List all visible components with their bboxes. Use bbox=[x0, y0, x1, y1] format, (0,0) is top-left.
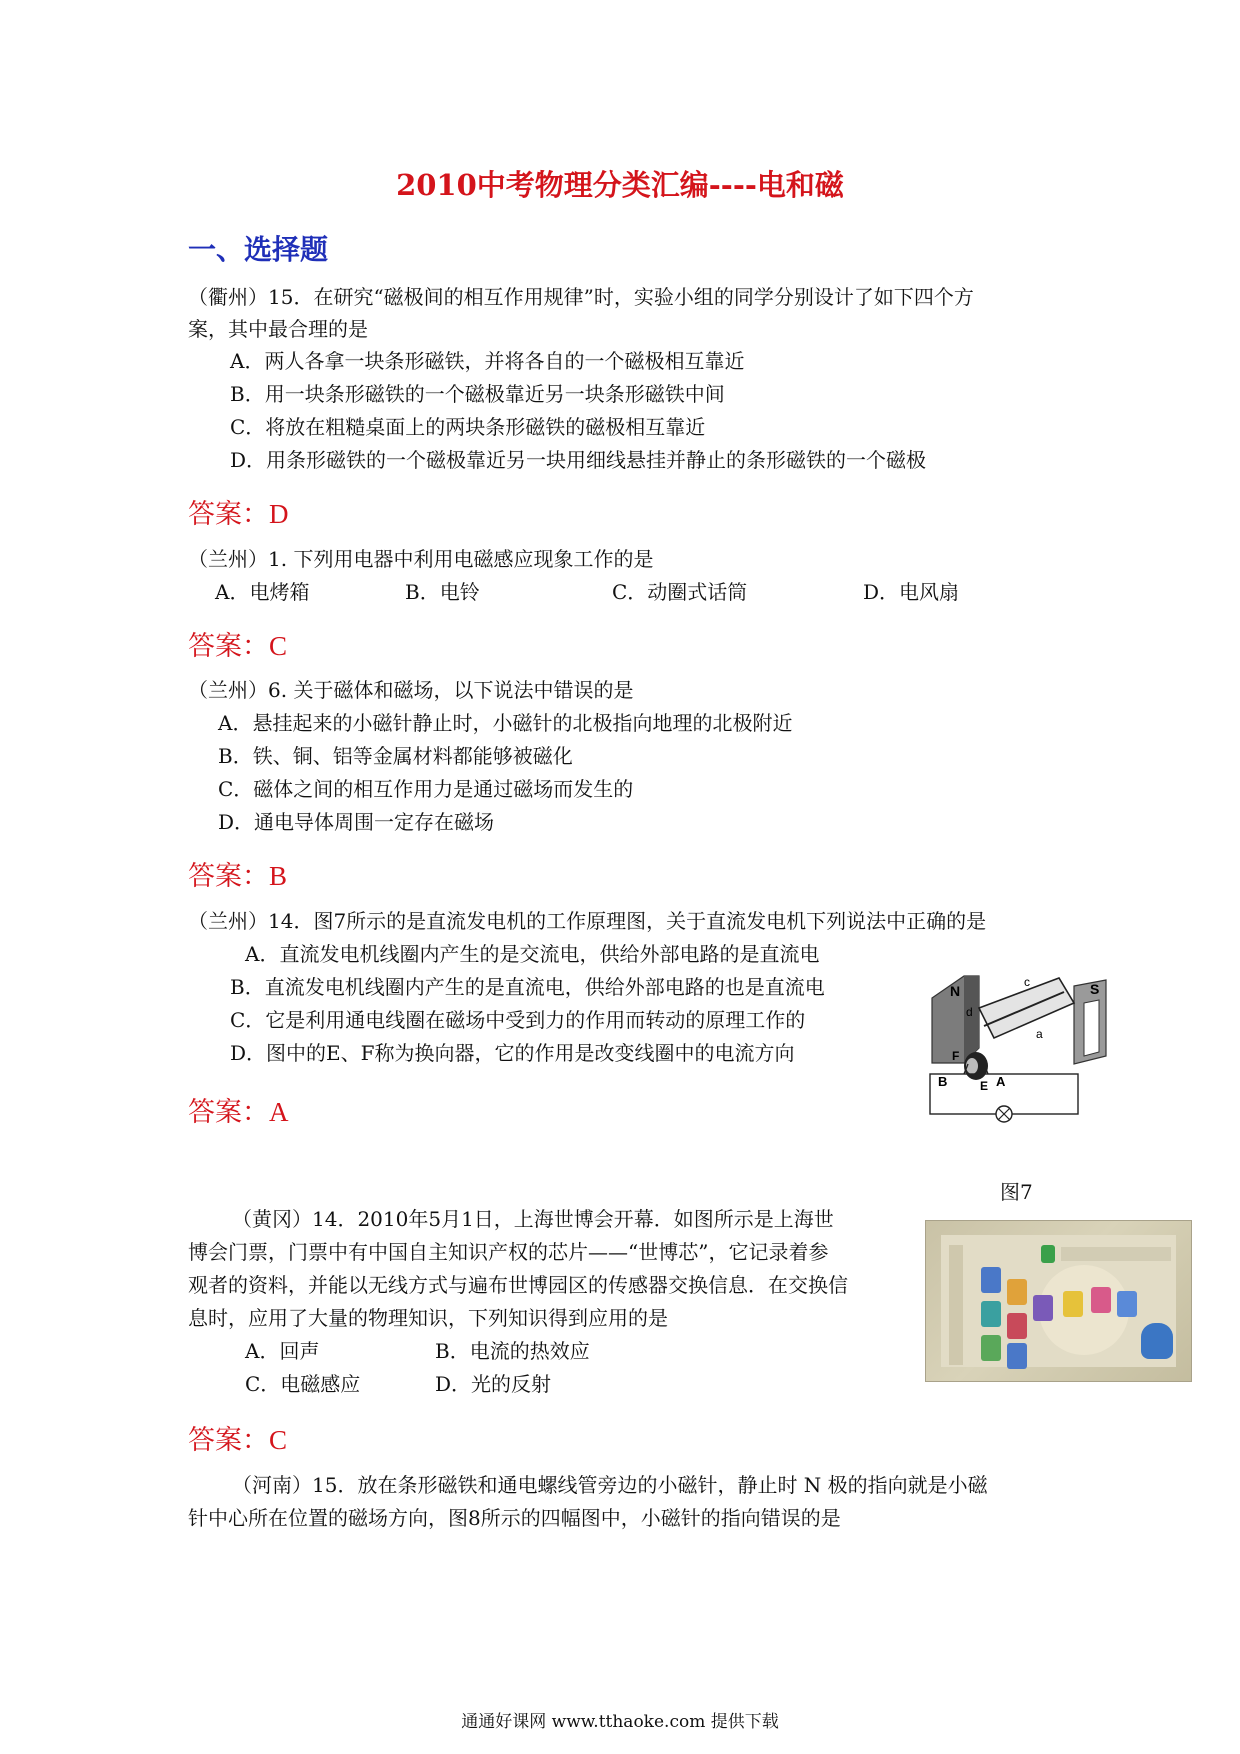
q2-answer bbox=[188, 624, 287, 663]
q5-line2: 博会门票，门票中有中国自主知识产权的芯片——“世博芯”，它记录着参 bbox=[188, 1240, 829, 1264]
ticket-side-strip bbox=[949, 1245, 963, 1365]
expo-ticket-image bbox=[925, 1220, 1192, 1382]
ticket-card-icon bbox=[1117, 1291, 1137, 1317]
ticket-card-icon bbox=[1033, 1295, 1053, 1321]
q3-option-c: C．磁体之间的相互作用力是通过磁场而发生的 bbox=[218, 777, 634, 801]
q4-option-b: B．直流发电机线圈内产生的是直流电，供给外部电路的也是直流电 bbox=[230, 975, 825, 999]
q1-option-a: A．两人各拿一块条形磁铁，并将各自的一个磁极相互靠近 bbox=[230, 349, 745, 373]
ticket-card-icon bbox=[1007, 1343, 1027, 1369]
q5-option-b: B．电流的热效应 bbox=[435, 1339, 590, 1363]
ticket-header-strip bbox=[1061, 1247, 1171, 1261]
answer-value: A bbox=[269, 1097, 289, 1127]
answer-value: D bbox=[269, 499, 289, 529]
label-f: F bbox=[952, 1049, 960, 1063]
answer-label: 答案： bbox=[188, 1425, 269, 1456]
answer-label: 答案： bbox=[188, 499, 269, 530]
q2-option-d: D．电风扇 bbox=[863, 580, 960, 604]
q2-option-b: B．电铃 bbox=[405, 580, 480, 604]
ticket-card-icon bbox=[981, 1335, 1001, 1361]
q5-option-c: C．电磁感应 bbox=[245, 1372, 361, 1396]
q5-line1: （黄冈）14．2010年5月1日，上海世博会开幕．如图所示是上海世 bbox=[232, 1207, 834, 1231]
label-b: B bbox=[938, 1074, 948, 1089]
ticket-card-icon bbox=[1007, 1279, 1027, 1305]
expo-logo-icon bbox=[1041, 1245, 1055, 1263]
answer-value: C bbox=[269, 1425, 288, 1455]
q5-option-a: A．回声 bbox=[245, 1339, 320, 1363]
q5-option-d: D．光的反射 bbox=[435, 1372, 552, 1396]
q6-line1: （河南）15．放在条形磁铁和通电螺线管旁边的小磁针，静止时 N 极的指向就是小磁 bbox=[232, 1473, 988, 1497]
ticket-card-icon bbox=[1063, 1291, 1083, 1317]
q1-answer bbox=[188, 492, 289, 531]
label-c: c bbox=[1024, 975, 1030, 989]
q5-line3: 观者的资料，并能以无线方式与遍布世博园区的传感器交换信息．在交换信 bbox=[188, 1273, 848, 1297]
answer-label: 答案： bbox=[188, 861, 269, 892]
label-d: d bbox=[966, 1005, 973, 1019]
figure-7-caption: 图7 bbox=[1000, 1180, 1033, 1204]
q4-answer bbox=[188, 1090, 289, 1129]
q3-option-b: B．铁、铜、铝等金属材料都能够被磁化 bbox=[218, 744, 573, 768]
ticket-card-icon bbox=[981, 1301, 1001, 1327]
answer-value: C bbox=[269, 631, 288, 661]
q1-stem-line1: （衢州）15．在研究“磁极间的相互作用规律”时，实验小组的同学分别设计了如下四个方 bbox=[188, 285, 974, 309]
q1-option-d: D．用条形磁铁的一个磁极靠近另一块用细线悬挂并静止的条形磁铁的一个磁极 bbox=[230, 448, 927, 472]
q6-line2: 针中心所在位置的磁场方向，图8所示的四幅图中，小磁针的指向错误的是 bbox=[188, 1506, 841, 1530]
q3-option-a: A．悬挂起来的小磁针静止时，小磁针的北极指向地理的北极附近 bbox=[218, 711, 793, 735]
expo-mascot-icon bbox=[1141, 1323, 1173, 1359]
magnet-s-face bbox=[1084, 1000, 1099, 1056]
answer-value: B bbox=[269, 861, 288, 891]
magnet-n-side bbox=[964, 976, 979, 1063]
q4-option-a: A．直流发电机线圈内产生的是交流电，供给外部电路的是直流电 bbox=[245, 942, 820, 966]
q1-option-b: B．用一块条形磁铁的一个磁极靠近另一块条形磁铁中间 bbox=[230, 382, 725, 406]
q3-stem: （兰州）6. 关于磁体和磁场，以下说法中错误的是 bbox=[188, 678, 634, 702]
section-heading: 一、选择题 bbox=[188, 233, 329, 266]
q1-option-c: C．将放在粗糙桌面上的两块条形磁铁的磁极相互靠近 bbox=[230, 415, 706, 439]
q3-answer bbox=[188, 854, 287, 893]
page-footer: 通通好课网 www.tthaoke.com 提供下载 bbox=[461, 1712, 779, 1732]
label-s: S bbox=[1090, 981, 1100, 997]
q4-option-c: C．它是利用通电线圈在磁场中受到力的作用而转动的原理工作的 bbox=[230, 1008, 806, 1032]
q5-answer bbox=[188, 1418, 287, 1457]
answer-label: 答案： bbox=[188, 631, 269, 662]
label-n: N bbox=[950, 983, 961, 999]
q1-stem-line2: 案，其中最合理的是 bbox=[188, 317, 368, 341]
q2-stem: （兰州）1. 下列用电器中利用电磁感应现象工作的是 bbox=[188, 547, 654, 571]
answer-label: 答案： bbox=[188, 1097, 269, 1128]
q3-option-d: D．通电导体周围一定存在磁场 bbox=[218, 810, 495, 834]
ticket-card-icon bbox=[981, 1267, 1001, 1293]
dc-generator-figure bbox=[924, 968, 1114, 1130]
page-title: 2010中考物理分类汇编----电和磁 bbox=[396, 168, 844, 202]
label-e: E bbox=[980, 1079, 989, 1093]
q5-line4: 息时，应用了大量的物理知识，下列知识得到应用的是 bbox=[188, 1306, 668, 1330]
ticket-face bbox=[941, 1235, 1176, 1367]
q2-option-a: A．电烤箱 bbox=[215, 580, 310, 604]
q2-option-c: C．动圈式话筒 bbox=[612, 580, 748, 604]
label-a: a bbox=[1036, 1027, 1043, 1041]
ticket-card-icon bbox=[1091, 1287, 1111, 1313]
q4-option-d: D．图中的E、F称为换向器，它的作用是改变线圈中的电流方向 bbox=[230, 1041, 795, 1065]
label-a-brush: A bbox=[996, 1074, 1006, 1089]
q4-stem: （兰州）14．图7所示的是直流发电机的工作原理图，关于直流发电机下列说法中正确的是 bbox=[188, 909, 987, 933]
ticket-card-icon bbox=[1007, 1313, 1027, 1339]
